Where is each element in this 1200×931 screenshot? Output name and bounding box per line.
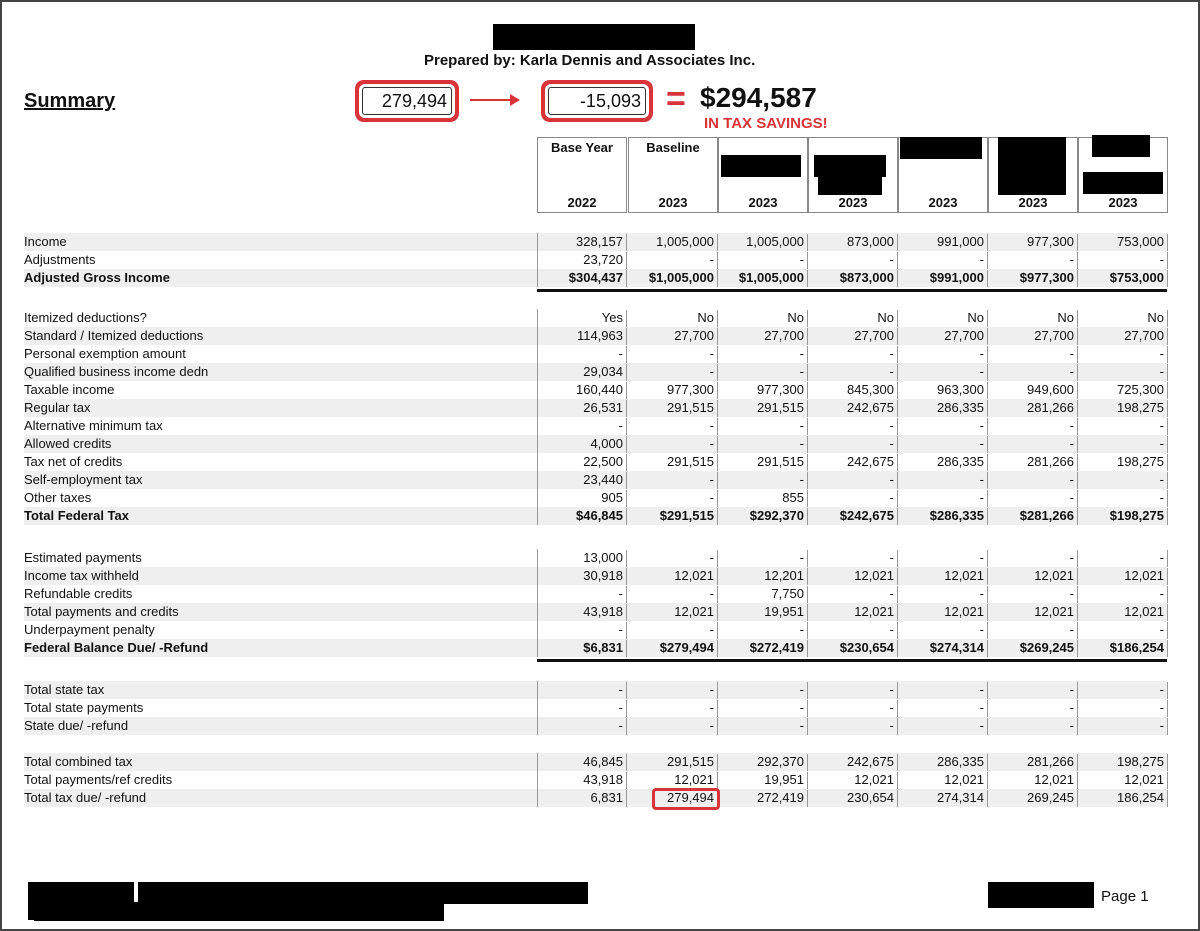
row-label: Alternative minimum tax: [24, 418, 163, 433]
column-header-year: 2023: [658, 195, 688, 210]
table-cell: -: [898, 700, 988, 717]
table-row: [24, 603, 1167, 621]
table-cell: $1,005,000: [628, 270, 718, 287]
table-cell: 242,675: [808, 754, 898, 771]
table-cell: $230,654: [808, 640, 898, 657]
table-cell: -: [808, 700, 898, 717]
table-cell: -: [718, 364, 808, 381]
table-row: [24, 507, 1167, 525]
table-cell: -: [898, 718, 988, 735]
table-cell: No: [988, 310, 1078, 327]
table-cell: -: [808, 622, 898, 639]
table-row: [24, 327, 1167, 345]
row-label: Total payments and credits: [24, 604, 179, 619]
row-label: Total Federal Tax: [24, 508, 129, 523]
table-cell: -: [537, 418, 627, 435]
redacted-block: [988, 882, 1094, 908]
table-cell: -: [718, 436, 808, 453]
table-row: [24, 567, 1167, 585]
table-cell: -: [718, 550, 808, 567]
table-cell: -: [988, 586, 1078, 603]
table-cell: $272,419: [718, 640, 808, 657]
row-label: Adjustments: [24, 252, 96, 267]
row-label: Itemized deductions?: [24, 310, 147, 325]
table-cell: No: [898, 310, 988, 327]
table-cell: No: [628, 310, 718, 327]
column-header-label: Baseline: [646, 140, 700, 155]
summary-title: Summary: [24, 90, 116, 112]
table-cell: -: [988, 436, 1078, 453]
column-header-year: 2022: [567, 195, 597, 210]
table-cell: 6,831: [537, 790, 627, 807]
table-row: [24, 417, 1167, 435]
table-cell: -: [988, 490, 1078, 507]
table-cell: 27,700: [1078, 328, 1168, 345]
table-cell: $46,845: [537, 508, 627, 525]
table-cell: 753,000: [1078, 234, 1168, 251]
table-cell: No: [718, 310, 808, 327]
redacted-block: [818, 175, 882, 195]
row-label: Standard / Itemized deductions: [24, 328, 204, 343]
table-cell: -: [1078, 622, 1168, 639]
table-row: [24, 381, 1167, 399]
table-cell: -: [808, 718, 898, 735]
table-cell: 242,675: [808, 400, 898, 417]
column-border: [537, 681, 538, 735]
table-cell: -: [1078, 364, 1168, 381]
table-cell: -: [1078, 436, 1168, 453]
redacted-block: [493, 24, 695, 50]
table-cell: 12,021: [628, 568, 718, 585]
table-cell: -: [898, 622, 988, 639]
table-cell: -: [898, 490, 988, 507]
row-label: Total payments/ref credits: [24, 772, 173, 787]
table-cell: -: [898, 418, 988, 435]
table-cell: 12,021: [1078, 568, 1168, 585]
from-value-box: 279,494: [362, 87, 452, 115]
table-row: [24, 399, 1167, 417]
row-label: Personal exemption amount: [24, 346, 186, 361]
table-row: [24, 435, 1167, 453]
table-cell: -: [718, 472, 808, 489]
table-cell: -: [628, 490, 718, 507]
table-cell: -: [628, 418, 718, 435]
table-cell: 7,750: [718, 586, 808, 603]
redacted-block: [34, 902, 444, 921]
table-cell: 22,500: [537, 454, 627, 471]
table-row: [24, 345, 1167, 363]
table-cell: 977,300: [988, 234, 1078, 251]
table-cell: -: [808, 550, 898, 567]
equals-sign: =: [666, 80, 686, 118]
table-cell: -: [718, 700, 808, 717]
table-cell: -: [628, 346, 718, 363]
table-cell: 12,021: [898, 772, 988, 789]
table-cell: -: [808, 346, 898, 363]
row-label: Refundable credits: [24, 586, 133, 601]
table-cell: 29,034: [537, 364, 627, 381]
table-cell: -: [808, 682, 898, 699]
table-row: [24, 717, 1167, 735]
table-cell: -: [718, 682, 808, 699]
column-border: [537, 753, 538, 807]
table-cell: -: [988, 700, 1078, 717]
table-cell: 281,266: [988, 454, 1078, 471]
table-cell: -: [808, 586, 898, 603]
column-border: [537, 233, 538, 287]
table-cell: 12,201: [718, 568, 808, 585]
redacted-block: [721, 155, 801, 177]
table-cell: 286,335: [898, 454, 988, 471]
table-cell: 905: [537, 490, 627, 507]
table-row: [24, 309, 1167, 327]
table-cell: 274,314: [898, 790, 988, 807]
table-cell: -: [1078, 682, 1168, 699]
table-cell: 12,021: [808, 604, 898, 621]
table-row: [24, 233, 1167, 251]
table-cell: 12,021: [988, 772, 1078, 789]
row-label: Total state payments: [24, 700, 144, 715]
table-row: [24, 585, 1167, 603]
table-cell: No: [1078, 310, 1168, 327]
table-cell: 977,300: [628, 382, 718, 399]
row-label: State due/ -refund: [24, 718, 129, 733]
table-cell: -: [628, 682, 718, 699]
table-cell: $242,675: [808, 508, 898, 525]
table-cell: -: [628, 472, 718, 489]
column-border: [537, 309, 538, 525]
table-cell: 198,275: [1078, 754, 1168, 771]
table-cell: 291,515: [628, 454, 718, 471]
table-cell: 12,021: [628, 772, 718, 789]
table-cell: $198,275: [1078, 508, 1168, 525]
table-cell: -: [718, 346, 808, 363]
table-cell: $186,254: [1078, 640, 1168, 657]
table-cell: 328,157: [537, 234, 627, 251]
table-row: [24, 251, 1167, 269]
table-cell: $6,831: [537, 640, 627, 657]
savings-amount: $294,587: [700, 82, 817, 113]
table-cell: -: [718, 418, 808, 435]
row-label: Regular tax: [24, 400, 91, 415]
table-cell: 19,951: [718, 772, 808, 789]
table-cell: -: [1078, 550, 1168, 567]
row-label: Underpayment penalty: [24, 622, 155, 637]
table-cell: 291,515: [718, 400, 808, 417]
table-row: [24, 269, 1167, 287]
table-cell: -: [808, 364, 898, 381]
table-cell: -: [537, 700, 627, 717]
row-label: Estimated payments: [24, 550, 142, 565]
table-row: [24, 549, 1167, 567]
redacted-block: [138, 882, 588, 904]
table-cell: 1,005,000: [718, 234, 808, 251]
row-label: Taxable income: [24, 382, 115, 397]
table-cell: -: [898, 682, 988, 699]
table-cell: 46,845: [537, 754, 627, 771]
table-cell: -: [628, 700, 718, 717]
table-cell: -: [1078, 700, 1168, 717]
table-cell: Yes: [537, 310, 627, 327]
table-cell: 963,300: [898, 382, 988, 399]
table-cell: 725,300: [1078, 382, 1168, 399]
table-cell: 19,951: [718, 604, 808, 621]
table-row: [24, 699, 1167, 717]
table-cell: $286,335: [898, 508, 988, 525]
table-cell: 291,515: [628, 400, 718, 417]
table-row: [24, 789, 1167, 807]
table-cell: -: [628, 364, 718, 381]
table-cell: 186,254: [1078, 790, 1168, 807]
table-cell: 855: [718, 490, 808, 507]
table-cell: 292,370: [718, 754, 808, 771]
table-cell: -: [628, 586, 718, 603]
table-row: [24, 771, 1167, 789]
table-cell: -: [628, 622, 718, 639]
table-cell: -: [898, 550, 988, 567]
table-cell: -: [988, 418, 1078, 435]
table-cell: -: [988, 718, 1078, 735]
table-row: [24, 489, 1167, 507]
table-cell: 12,021: [898, 568, 988, 585]
table-cell: -: [537, 682, 627, 699]
row-label: Total combined tax: [24, 754, 133, 769]
table-cell: $269,245: [988, 640, 1078, 657]
table-row: [24, 639, 1167, 657]
table-cell: 991,000: [898, 234, 988, 251]
table-cell: -: [808, 472, 898, 489]
table-cell: 23,720: [537, 252, 627, 269]
table-cell: 12,021: [628, 604, 718, 621]
row-label: Total state tax: [24, 682, 105, 697]
table-row: [24, 621, 1167, 639]
table-cell: 291,515: [718, 454, 808, 471]
row-label: Income: [24, 234, 67, 249]
redacted-block: [900, 137, 982, 159]
row-label: Income tax withheld: [24, 568, 139, 583]
table-cell: -: [537, 718, 627, 735]
table-cell: 845,300: [808, 382, 898, 399]
table-cell: $304,437: [537, 270, 627, 287]
table-cell: 291,515: [628, 754, 718, 771]
table-cell: 1,005,000: [628, 234, 718, 251]
table-cell: -: [808, 252, 898, 269]
table-cell: 30,918: [537, 568, 627, 585]
table-cell: -: [1078, 718, 1168, 735]
table-cell: -: [1078, 472, 1168, 489]
redacted-block: [1083, 172, 1163, 194]
table-cell: 286,335: [898, 754, 988, 771]
table-row: [24, 453, 1167, 471]
table-cell: -: [988, 472, 1078, 489]
column-header-label: Base Year: [551, 140, 613, 155]
table-cell: 269,245: [988, 790, 1078, 807]
row-label: Other taxes: [24, 490, 92, 505]
table-cell: 230,654: [808, 790, 898, 807]
table-cell: 43,918: [537, 604, 627, 621]
table-cell: $977,300: [988, 270, 1078, 287]
arrow-right-icon: [470, 99, 518, 101]
table-cell: -: [537, 586, 627, 603]
table-cell: -: [988, 550, 1078, 567]
table-cell: 43,918: [537, 772, 627, 789]
table-cell: -: [988, 252, 1078, 269]
table-cell: -: [988, 622, 1078, 639]
table-cell: -: [718, 718, 808, 735]
table-cell: $274,314: [898, 640, 988, 657]
table-cell: 4,000: [537, 436, 627, 453]
table-cell: 12,021: [808, 568, 898, 585]
table-cell: -: [718, 252, 808, 269]
table-cell: 198,275: [1078, 400, 1168, 417]
table-cell: 27,700: [718, 328, 808, 345]
table-cell: -: [898, 346, 988, 363]
table-cell: 286,335: [898, 400, 988, 417]
table-cell: -: [1078, 346, 1168, 363]
table-cell: 12,021: [1078, 604, 1168, 621]
table-cell: 27,700: [628, 328, 718, 345]
table-cell: -: [628, 252, 718, 269]
table-cell: -: [988, 364, 1078, 381]
page-number: Page 1: [1101, 888, 1149, 905]
table-cell: -: [898, 472, 988, 489]
table-cell: 160,440: [537, 382, 627, 399]
to-value-box: -15,093: [548, 87, 646, 115]
table-cell: -: [898, 436, 988, 453]
prepared-by: Prepared by: Karla Dennis and Associates Inc.: [424, 52, 756, 69]
section-divider: [537, 289, 1167, 292]
table-cell: $281,266: [988, 508, 1078, 525]
table-cell: 281,266: [988, 400, 1078, 417]
table-cell: 949,600: [988, 382, 1078, 399]
table-cell: -: [628, 718, 718, 735]
table-row: [24, 681, 1167, 699]
row-label: Tax net of credits: [24, 454, 123, 469]
table-cell: -: [808, 436, 898, 453]
table-cell: -: [898, 252, 988, 269]
column-header-year: 2023: [1108, 195, 1138, 210]
table-cell: 12,021: [988, 568, 1078, 585]
table-row: [24, 753, 1167, 771]
savings-label: IN TAX SAVINGS!: [704, 115, 828, 132]
table-cell: 13,000: [537, 550, 627, 567]
table-cell: -: [898, 364, 988, 381]
redacted-block: [1092, 135, 1150, 157]
column-header-year: 2023: [748, 195, 778, 210]
highlight-box: [652, 788, 720, 810]
column-header-year: 2023: [838, 195, 868, 210]
table-cell: 281,266: [988, 754, 1078, 771]
table-cell: 114,963: [537, 328, 627, 345]
row-label: Federal Balance Due/ -Refund: [24, 640, 209, 655]
row-label: Qualified business income dedn: [24, 364, 209, 379]
table-cell: $292,370: [718, 508, 808, 525]
table-cell: $1,005,000: [718, 270, 808, 287]
table-cell: 12,021: [988, 604, 1078, 621]
column-header-year: 2023: [928, 195, 958, 210]
table-cell: 12,021: [1078, 772, 1168, 789]
redacted-block: [814, 155, 886, 177]
column-header: [537, 137, 627, 213]
table-cell: -: [898, 586, 988, 603]
table-cell: 873,000: [808, 234, 898, 251]
table-cell: -: [988, 682, 1078, 699]
table-cell: 27,700: [988, 328, 1078, 345]
row-label: Allowed credits: [24, 436, 112, 451]
table-cell: 198,275: [1078, 454, 1168, 471]
table-cell: 272,419: [718, 790, 808, 807]
table-cell: 23,440: [537, 472, 627, 489]
column-header-year: 2023: [1018, 195, 1048, 210]
row-label: Adjusted Gross Income: [24, 270, 170, 285]
table-cell: -: [718, 622, 808, 639]
table-cell: 26,531: [537, 400, 627, 417]
table-cell: 27,700: [808, 328, 898, 345]
column-header: [628, 137, 718, 213]
table-cell: -: [628, 550, 718, 567]
table-cell: -: [537, 346, 627, 363]
section-divider: [537, 659, 1167, 662]
table-cell: -: [628, 436, 718, 453]
table-cell: -: [1078, 586, 1168, 603]
table-row: [24, 363, 1167, 381]
table-cell: $291,515: [628, 508, 718, 525]
table-cell: 242,675: [808, 454, 898, 471]
table-cell: 12,021: [898, 604, 988, 621]
table-cell: -: [988, 346, 1078, 363]
table-cell: -: [808, 418, 898, 435]
row-label: Self-employment tax: [24, 472, 143, 487]
table-cell: $873,000: [808, 270, 898, 287]
table-cell: -: [537, 622, 627, 639]
table-cell: $991,000: [898, 270, 988, 287]
table-cell: 12,021: [808, 772, 898, 789]
table-row: [24, 471, 1167, 489]
row-label: Total tax due/ -refund: [24, 790, 147, 805]
table-cell: $279,494: [628, 640, 718, 657]
table-cell: -: [1078, 252, 1168, 269]
table-cell: -: [808, 490, 898, 507]
table-cell: No: [808, 310, 898, 327]
table-cell: 279,494: [628, 790, 718, 807]
table-cell: -: [1078, 418, 1168, 435]
redacted-block: [998, 137, 1066, 195]
table-cell: 977,300: [718, 382, 808, 399]
table-cell: -: [1078, 490, 1168, 507]
table-cell: $753,000: [1078, 270, 1168, 287]
column-border: [537, 549, 538, 657]
table-cell: 27,700: [898, 328, 988, 345]
